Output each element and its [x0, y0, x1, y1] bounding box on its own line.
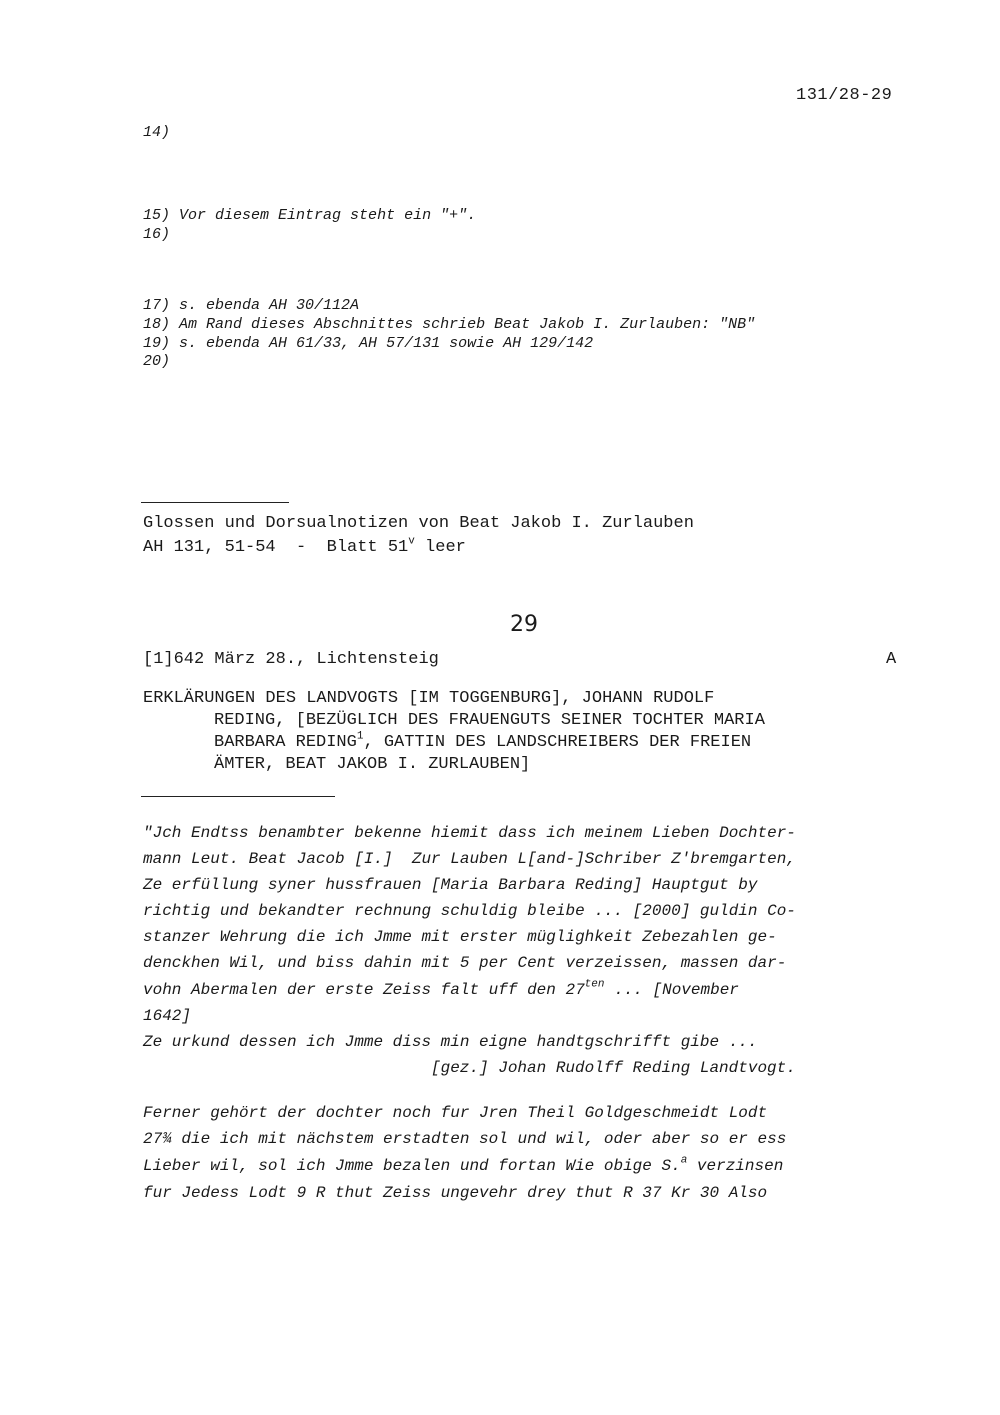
body-text-tail: verzinsen — [687, 1157, 784, 1175]
footnote-label: 14) — [143, 124, 171, 141]
footnote-17 — [143, 297, 359, 315]
footnote-label: 18) — [143, 316, 171, 333]
gloss-line-2 — [143, 536, 466, 560]
body-line: 27¾ die ich mit nächstem erstadten sol und wil, oder aber so er ess — [143, 1130, 787, 1148]
title-rule — [141, 796, 335, 797]
superscript: v — [408, 535, 415, 548]
footnote-label: 17) — [143, 297, 171, 314]
superscript: a — [680, 1154, 688, 1167]
document-title-line-3 — [214, 732, 751, 754]
footnote-15 — [143, 207, 476, 225]
footnote-label: 16) — [143, 226, 171, 243]
footnote-text: Vor diesem Eintrag steht ein "+". — [179, 207, 477, 224]
footnote-20 — [143, 353, 170, 371]
body-text-tail: ... [November — [604, 981, 739, 999]
body-text: Lieber wil, sol ich Jmme bezalen und fortan Wie obige S. — [143, 1157, 681, 1175]
document-title-line-4: ÄMTER, BEAT JAKOB I. ZURLAUBEN] — [214, 755, 531, 774]
body-line: stanzer Wehrung die ich Jmme mit erster müglighkeit Zebezahlen ge- — [143, 928, 777, 946]
document-title-line-1: ERKLÄRUNGEN DES LANDVOGTS [IM TOGGENBURG], JOHANN RUDOLF — [143, 689, 715, 708]
document-number: 29 — [510, 612, 538, 637]
footnote-18 — [143, 316, 755, 334]
body-line: "Jch Endtss benambter bekenne hiemit dass ich meinem Lieben Dochter- — [143, 824, 796, 842]
gloss-line-1: Glossen und Dorsualnotizen von Beat Jakob I. Zurlauben — [143, 514, 694, 533]
footnote-14 — [143, 124, 170, 142]
gloss-line-2-tail: leer — [414, 538, 466, 557]
document-title-line-2: REDING, [BEZÜGLICH DES FRAUENGUTS SEINER TOCHTER MARIA — [214, 711, 765, 730]
footnote-text: Am Rand dieses Abschnittes schrieb Beat Jakob I. Zurlauben: "NB" — [179, 316, 756, 333]
body-text: vohn Abermalen der erste Zeiss falt uff den 27 — [143, 981, 585, 999]
page-number: 131/28-29 — [796, 86, 893, 105]
document-dateline: [1]642 März 28., Lichtensteig — [143, 650, 439, 669]
footnote-ref: 1 — [356, 730, 364, 743]
body-line: richtig und bekandter rechnung schuldig bleibe ... [2000] guldin Co- — [143, 902, 796, 920]
footnote-label: 19) — [143, 335, 171, 352]
body-line — [143, 1153, 783, 1179]
body-line: Ze erfüllung syner hussfrauen [Maria Barbara Reding] Hauptgut by — [143, 876, 758, 894]
signature-line: [gez.] Johan Rudolff Reding Landtvogt. — [431, 1059, 796, 1077]
body-line: 1642] — [143, 1007, 192, 1025]
body-line: denckhen Wil, und biss dahin mit 5 per Cent verzeissen, massen dar- — [143, 954, 787, 972]
title-text: BARBARA REDING — [214, 733, 357, 752]
body-line: fur Jedess Lodt 9 R thut Zeiss ungevehr drey thut R 37 Kr 30 Also — [143, 1184, 768, 1202]
gloss-line-2-text: AH 131, 51-54 - Blatt 51 — [143, 538, 409, 557]
footnote-text: s. ebenda AH 61/33, AH 57/131 sowie AH 129/142 — [179, 335, 594, 352]
footnote-16 — [143, 226, 170, 244]
title-text-tail: , GATTIN DES LANDSCHREIBERS DER FREIEN — [363, 733, 752, 752]
footnote-label: 15) — [143, 207, 171, 224]
document-letter: A — [886, 650, 897, 669]
footnote-19 — [143, 335, 593, 353]
body-line: Ze urkund dessen ich Jmme diss min eigne handtgschrifft gibe ... — [143, 1033, 758, 1051]
body-line — [143, 977, 739, 1003]
separator-rule — [141, 502, 289, 503]
body-line: Ferner gehört der dochter noch fur Jren Theil Goldgeschmeidt Lodt — [143, 1104, 768, 1122]
footnote-label: 20) — [143, 353, 171, 370]
body-line: mann Leut. Beat Jacob [I.] Zur Lauben L[and-]Schriber Z'bremgarten, — [143, 850, 796, 868]
superscript: ten — [584, 978, 605, 991]
footnote-text: s. ebenda AH 30/112A — [179, 297, 360, 314]
